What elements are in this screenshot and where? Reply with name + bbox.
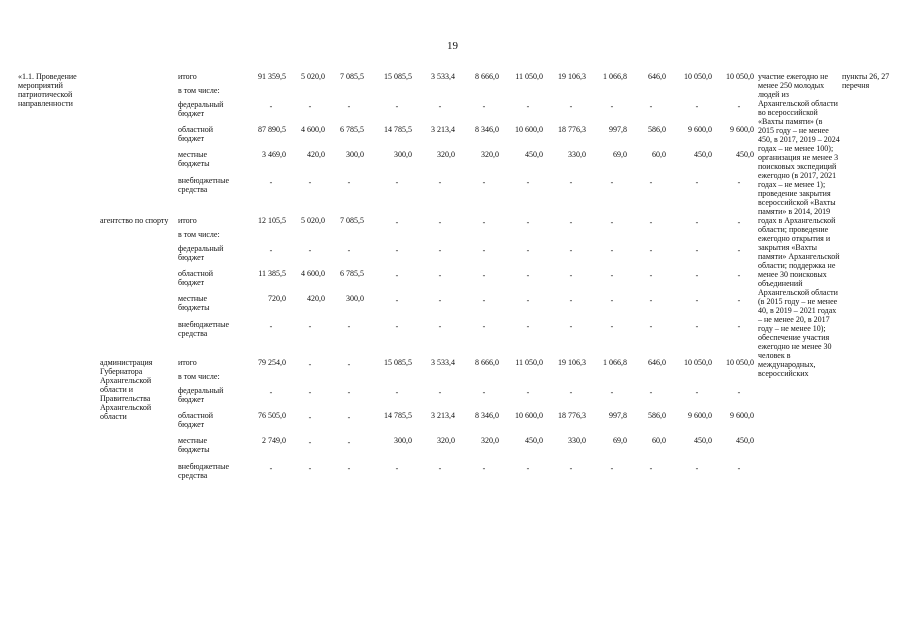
cell-value: - [269, 178, 273, 187]
cell-value: 6 785,5 [340, 269, 364, 278]
cell-value: - [482, 218, 486, 227]
row-label: внебюджетные средства [178, 320, 229, 338]
row-label: местные бюджеты [178, 150, 210, 168]
page-number: 19 [447, 40, 458, 52]
cell-value: 300,0 [346, 150, 364, 159]
cell-value: 320,0 [481, 150, 499, 159]
cell-value: - [438, 178, 442, 187]
cell-value: - [695, 464, 699, 473]
cell-value: 1 066,8 [603, 358, 627, 367]
cell-value: 320,0 [437, 150, 455, 159]
cell-value: - [569, 322, 573, 331]
cell-value: 9 600,0 [688, 125, 712, 134]
cell-value: - [569, 102, 573, 111]
row-label: в том числе: [178, 372, 220, 381]
cell-value: 10 050,0 [726, 72, 754, 81]
cell-value: - [482, 464, 486, 473]
cell-value: - [610, 178, 614, 187]
cell-value: 69,0 [613, 150, 627, 159]
cell-value: 2 749,0 [262, 436, 286, 445]
cell-value: 15 085,5 [384, 72, 412, 81]
row-label: в том числе: [178, 230, 220, 239]
cell-value: 586,0 [648, 411, 666, 420]
cell-value: - [438, 322, 442, 331]
cell-value: 14 785,5 [384, 411, 412, 420]
cell-value: 300,0 [346, 294, 364, 303]
cell-value: 997,8 [609, 411, 627, 420]
cell-value: 9 600,0 [688, 411, 712, 420]
cell-value: 79 254,0 [258, 358, 286, 367]
cell-value: - [737, 218, 741, 227]
cell-value: 420,0 [307, 150, 325, 159]
cell-value: - [610, 388, 614, 397]
cell-value: - [695, 102, 699, 111]
cell-value: - [526, 246, 530, 255]
cell-value: - [347, 178, 351, 187]
cell-value: - [610, 246, 614, 255]
cell-value: - [737, 322, 741, 331]
cell-value: 19 106,3 [558, 358, 586, 367]
row-label: в том числе: [178, 86, 220, 95]
cell-value: - [526, 178, 530, 187]
cell-value: - [395, 102, 399, 111]
cell-value: - [395, 178, 399, 187]
cell-value: - [347, 464, 351, 473]
cell-value: - [395, 246, 399, 255]
cell-value: - [308, 464, 312, 473]
cell-value: 5 020,0 [301, 216, 325, 225]
cell-value: - [695, 388, 699, 397]
cell-value: - [569, 271, 573, 280]
cell-value: - [695, 218, 699, 227]
cell-value: - [395, 296, 399, 305]
cell-value: 11 385,5 [258, 269, 286, 278]
cell-value: 10 600,0 [515, 411, 543, 420]
cell-value: 320,0 [481, 436, 499, 445]
cell-value: - [569, 296, 573, 305]
cell-value: - [308, 102, 312, 111]
cell-value: - [308, 178, 312, 187]
cell-value: - [269, 102, 273, 111]
cell-value: - [269, 322, 273, 331]
cell-value: - [482, 102, 486, 111]
cell-value: - [395, 218, 399, 227]
cell-value: 450,0 [525, 150, 543, 159]
cell-value: - [482, 296, 486, 305]
cell-value: - [649, 271, 653, 280]
cell-value: 5 020,0 [301, 72, 325, 81]
cell-value: 60,0 [652, 150, 666, 159]
cell-value: 10 050,0 [726, 358, 754, 367]
cell-value: - [737, 464, 741, 473]
cell-value: 76 505,0 [258, 411, 286, 420]
cell-value: - [526, 102, 530, 111]
cell-value: - [347, 413, 351, 422]
cell-value: - [649, 246, 653, 255]
cell-value: - [395, 464, 399, 473]
item-title: «1.1. Проведение мероприятий патриотической направленности [18, 72, 77, 108]
cell-value: 330,0 [568, 436, 586, 445]
cell-value: - [649, 218, 653, 227]
cell-value: 19 106,3 [558, 72, 586, 81]
cell-value: - [569, 388, 573, 397]
cell-value: - [526, 388, 530, 397]
cell-value: - [737, 178, 741, 187]
cell-value: 8 666,0 [475, 72, 499, 81]
cell-value: 11 050,0 [515, 358, 543, 367]
cell-value: - [610, 271, 614, 280]
row-label: областной бюджет [178, 125, 214, 143]
cell-value: 450,0 [525, 436, 543, 445]
cell-value: - [308, 360, 312, 369]
row-label: итого [178, 72, 197, 81]
cell-value: - [649, 178, 653, 187]
cell-value: 3 533,4 [431, 358, 455, 367]
cell-value: - [526, 464, 530, 473]
cell-value: - [269, 388, 273, 397]
cell-value: 646,0 [648, 72, 666, 81]
row-label: федеральный бюджет [178, 386, 224, 404]
executor-name: агентство по спорту [100, 216, 169, 225]
cell-value: - [737, 246, 741, 255]
cell-value: 8 346,0 [475, 125, 499, 134]
row-label: местные бюджеты [178, 436, 210, 454]
cell-value: 330,0 [568, 150, 586, 159]
cell-value: 4 600,0 [301, 125, 325, 134]
cell-value: 7 085,5 [340, 216, 364, 225]
cell-value: - [269, 246, 273, 255]
cell-value: - [347, 360, 351, 369]
row-label: внебюджетные средства [178, 176, 229, 194]
cell-value: 69,0 [613, 436, 627, 445]
cell-value: - [649, 322, 653, 331]
cell-value: - [526, 322, 530, 331]
cell-value: - [695, 246, 699, 255]
cell-value: 10 600,0 [515, 125, 543, 134]
cell-value: 3 469,0 [262, 150, 286, 159]
cell-value: - [526, 218, 530, 227]
cell-value: 15 085,5 [384, 358, 412, 367]
cell-value: - [482, 178, 486, 187]
cell-value: - [482, 246, 486, 255]
cell-value: - [569, 246, 573, 255]
executor-name: администрация Губернатора Архангельской области и Правительства Архангельской области [100, 358, 153, 421]
cell-value: 8 346,0 [475, 411, 499, 420]
cell-value: 997,8 [609, 125, 627, 134]
cell-value: 9 600,0 [730, 411, 754, 420]
cell-value: - [569, 178, 573, 187]
cell-value: - [695, 296, 699, 305]
cell-value: - [695, 322, 699, 331]
cell-value: - [610, 218, 614, 227]
cell-value: - [737, 102, 741, 111]
row-label: областной бюджет [178, 411, 214, 429]
row-label: итого [178, 216, 197, 225]
cell-value: 586,0 [648, 125, 666, 134]
cell-value: - [438, 218, 442, 227]
cell-value: 1 066,8 [603, 72, 627, 81]
cell-value: 6 785,5 [340, 125, 364, 134]
cell-value: - [610, 102, 614, 111]
cell-value: - [438, 296, 442, 305]
cell-value: - [438, 271, 442, 280]
cell-value: 420,0 [307, 294, 325, 303]
cell-value: - [308, 413, 312, 422]
cell-value: - [569, 218, 573, 227]
cell-value: - [395, 322, 399, 331]
cell-value: 60,0 [652, 436, 666, 445]
cell-value: - [610, 296, 614, 305]
cell-value: - [610, 464, 614, 473]
cell-value: - [482, 388, 486, 397]
cell-value: 10 050,0 [684, 72, 712, 81]
cell-value: 3 213,4 [431, 125, 455, 134]
row-label: федеральный бюджет [178, 244, 224, 262]
cell-value: - [482, 271, 486, 280]
cell-value: 320,0 [437, 436, 455, 445]
cell-value: - [347, 438, 351, 447]
cell-value: - [482, 322, 486, 331]
cell-value: - [308, 322, 312, 331]
cell-value: 3 213,4 [431, 411, 455, 420]
row-label: итого [178, 358, 197, 367]
row-label: областной бюджет [178, 269, 214, 287]
cell-value: - [438, 388, 442, 397]
row-label: федеральный бюджет [178, 100, 224, 118]
cell-value: 4 600,0 [301, 269, 325, 278]
cell-value: - [610, 322, 614, 331]
cell-value: - [649, 388, 653, 397]
cell-value: - [438, 464, 442, 473]
cell-value: - [308, 246, 312, 255]
cell-value: - [347, 246, 351, 255]
row-label: внебюджетные средства [178, 462, 229, 480]
item-description: участие ежегодно не менее 250 молодых людей из Архангельской области во всероссийской «Вахты памяти» (в 2015 году – не менее 450, в 2017, 2019 – 2024 годах – не менее 100); организация не менее 3 поисковых экспедиций ежегодно (в 2017, 2021 годах – не менее 1); проведение закрытия всероссийской «Вахты памяти» в 2014, 2019 годах в Архангельской области; проведение ежегодно открытия и закрытия «Вахты памяти» Архангельской области; поддержка не менее 30 поисковых объединений Архангельской области (в 2015 году – не менее 40, в 2019 – 2021 годах – не менее 20, в 2017 году – не менее 10); обеспечение участия ежегодно не менее 30 человек в международных, всероссийских [758, 72, 840, 378]
cell-value: 12 105,5 [258, 216, 286, 225]
cell-value: 3 533,4 [431, 72, 455, 81]
cell-value: 87 890,5 [258, 125, 286, 134]
cell-value: 18 776,3 [558, 411, 586, 420]
cell-value: - [308, 438, 312, 447]
cell-value: - [695, 271, 699, 280]
cell-value: 450,0 [694, 150, 712, 159]
cell-value: - [347, 388, 351, 397]
cell-value: 9 600,0 [730, 125, 754, 134]
cell-value: 14 785,5 [384, 125, 412, 134]
cell-value: - [269, 464, 273, 473]
cell-value: 18 776,3 [558, 125, 586, 134]
cell-value: 450,0 [736, 436, 754, 445]
cell-value: 91 359,5 [258, 72, 286, 81]
cell-value: - [438, 102, 442, 111]
cell-value: 300,0 [394, 436, 412, 445]
cell-value: - [438, 246, 442, 255]
cell-value: - [395, 271, 399, 280]
cell-value: 7 085,5 [340, 72, 364, 81]
cell-value: 11 050,0 [515, 72, 543, 81]
cell-value: - [695, 178, 699, 187]
cell-value: - [649, 296, 653, 305]
cell-value: 450,0 [736, 150, 754, 159]
cell-value: - [649, 464, 653, 473]
cell-value: 300,0 [394, 150, 412, 159]
cell-value: 720,0 [268, 294, 286, 303]
cell-value: 646,0 [648, 358, 666, 367]
cell-value: - [395, 388, 399, 397]
cell-value: - [526, 296, 530, 305]
cell-value: - [308, 388, 312, 397]
cell-value: - [347, 322, 351, 331]
cell-value: 10 050,0 [684, 358, 712, 367]
cell-value: 450,0 [694, 436, 712, 445]
cell-value: 8 666,0 [475, 358, 499, 367]
cell-value: - [347, 102, 351, 111]
cell-value: - [526, 271, 530, 280]
cell-value: - [737, 388, 741, 397]
cell-value: - [649, 102, 653, 111]
item-points: пункты 26, 27 перечня [842, 72, 890, 90]
cell-value: - [737, 271, 741, 280]
cell-value: - [569, 464, 573, 473]
cell-value: - [737, 296, 741, 305]
row-label: местные бюджеты [178, 294, 210, 312]
